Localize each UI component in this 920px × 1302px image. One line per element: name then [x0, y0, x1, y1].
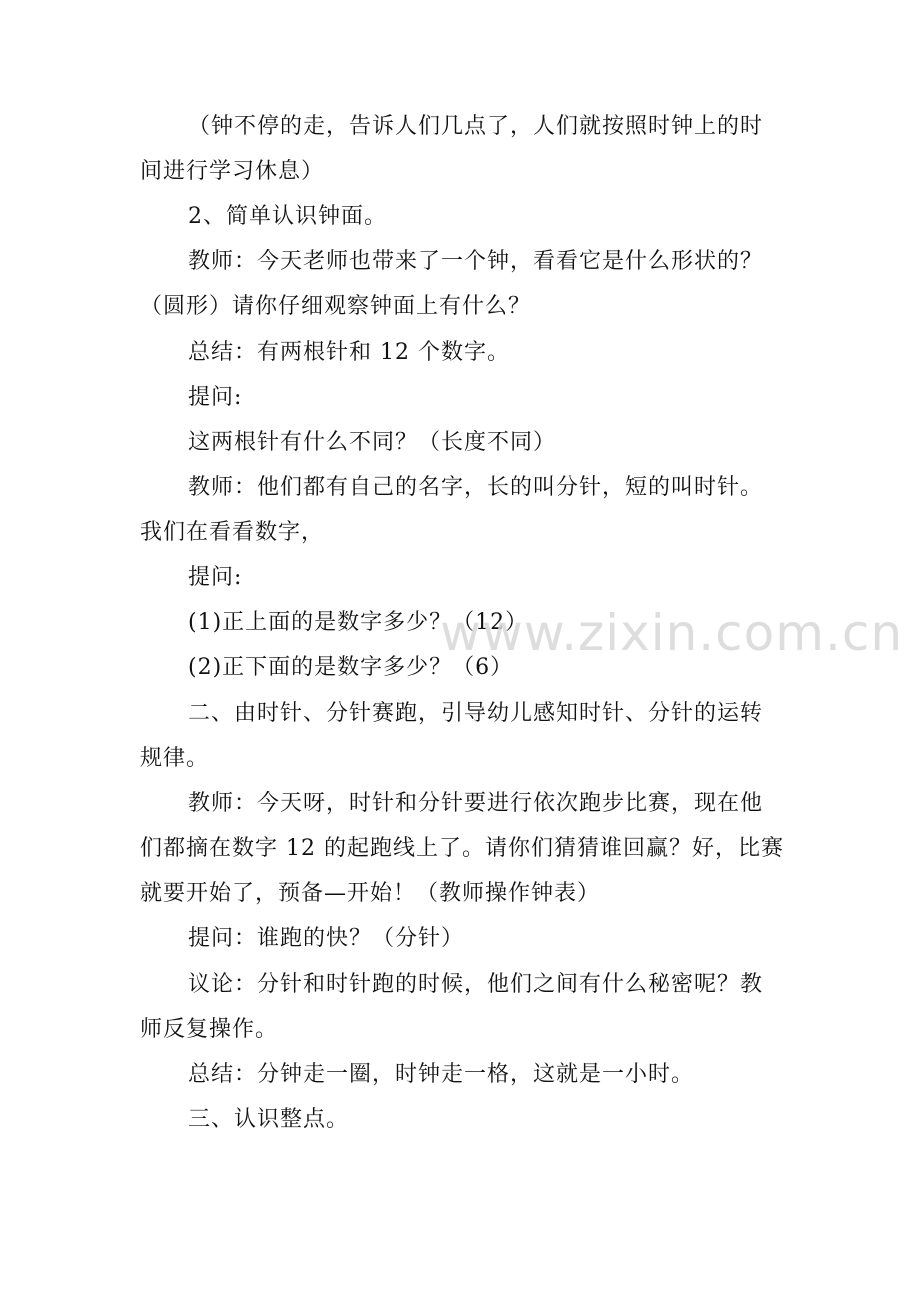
- paragraph-line-2: 间进行学习休息）: [140, 159, 325, 184]
- paragraph-line-6: 总结：有两根针和 12 个数字。: [188, 340, 510, 365]
- paragraph-line-17: 们都摘在数字 12 的起跑线上了。请你们猜猜谁回赢？好，比赛: [140, 836, 784, 861]
- paragraph-line-10: 我们在看看数字，: [140, 520, 325, 545]
- section-heading-full-hour: 三、认识整点。: [188, 1107, 350, 1132]
- paragraph-line-19: 提问：谁跑的快？（分针）: [188, 926, 465, 951]
- paragraph-line-22: 总结：分钟走一圈，时钟走一格，这就是一小时。: [188, 1062, 695, 1087]
- paragraph-line-12: (1)正上面的是数字多少？（12）: [188, 610, 529, 635]
- paragraph-line-13: (2)正下面的是数字多少？（6）: [188, 655, 514, 680]
- paragraph-line-1: （钟不停的走，告诉人们几点了，人们就按照时钟上的时: [188, 114, 764, 139]
- watermark: www.zixin.com.cn: [440, 604, 904, 662]
- paragraph-line-11: 提问:: [188, 565, 243, 590]
- paragraph-line-16: 教师：今天呀，时针和分针要进行依次跑步比赛，现在他: [188, 791, 764, 816]
- section-heading-clock-face: 2、简单认识钟面。: [188, 204, 387, 229]
- section-heading-race: 二、由时针、分针赛跑，引导幼儿感知时针、分针的运转: [188, 701, 764, 726]
- paragraph-line-5: （圆形）请你仔细观察钟面上有什么？: [140, 294, 532, 319]
- paragraph-line-20: 议论：分针和时针跑的时候，他们之间有什么秘密呢？教: [188, 972, 764, 997]
- paragraph-line-8: 这两根针有什么不同？（长度不同）: [188, 430, 557, 455]
- paragraph-line-15: 规律。: [140, 746, 210, 771]
- paragraph-line-4: 教师：今天老师也带来了一个钟，看看它是什么形状的？: [188, 249, 764, 274]
- paragraph-line-9: 教师：他们都有自己的名字，长的叫分针，短的叫时针。: [188, 475, 764, 500]
- paragraph-line-18: 就要开始了，预备—开始！（教师操作钟表）: [140, 881, 601, 906]
- paragraph-line-21: 师反复操作。: [140, 1017, 279, 1042]
- paragraph-line-7: 提问:: [188, 385, 243, 410]
